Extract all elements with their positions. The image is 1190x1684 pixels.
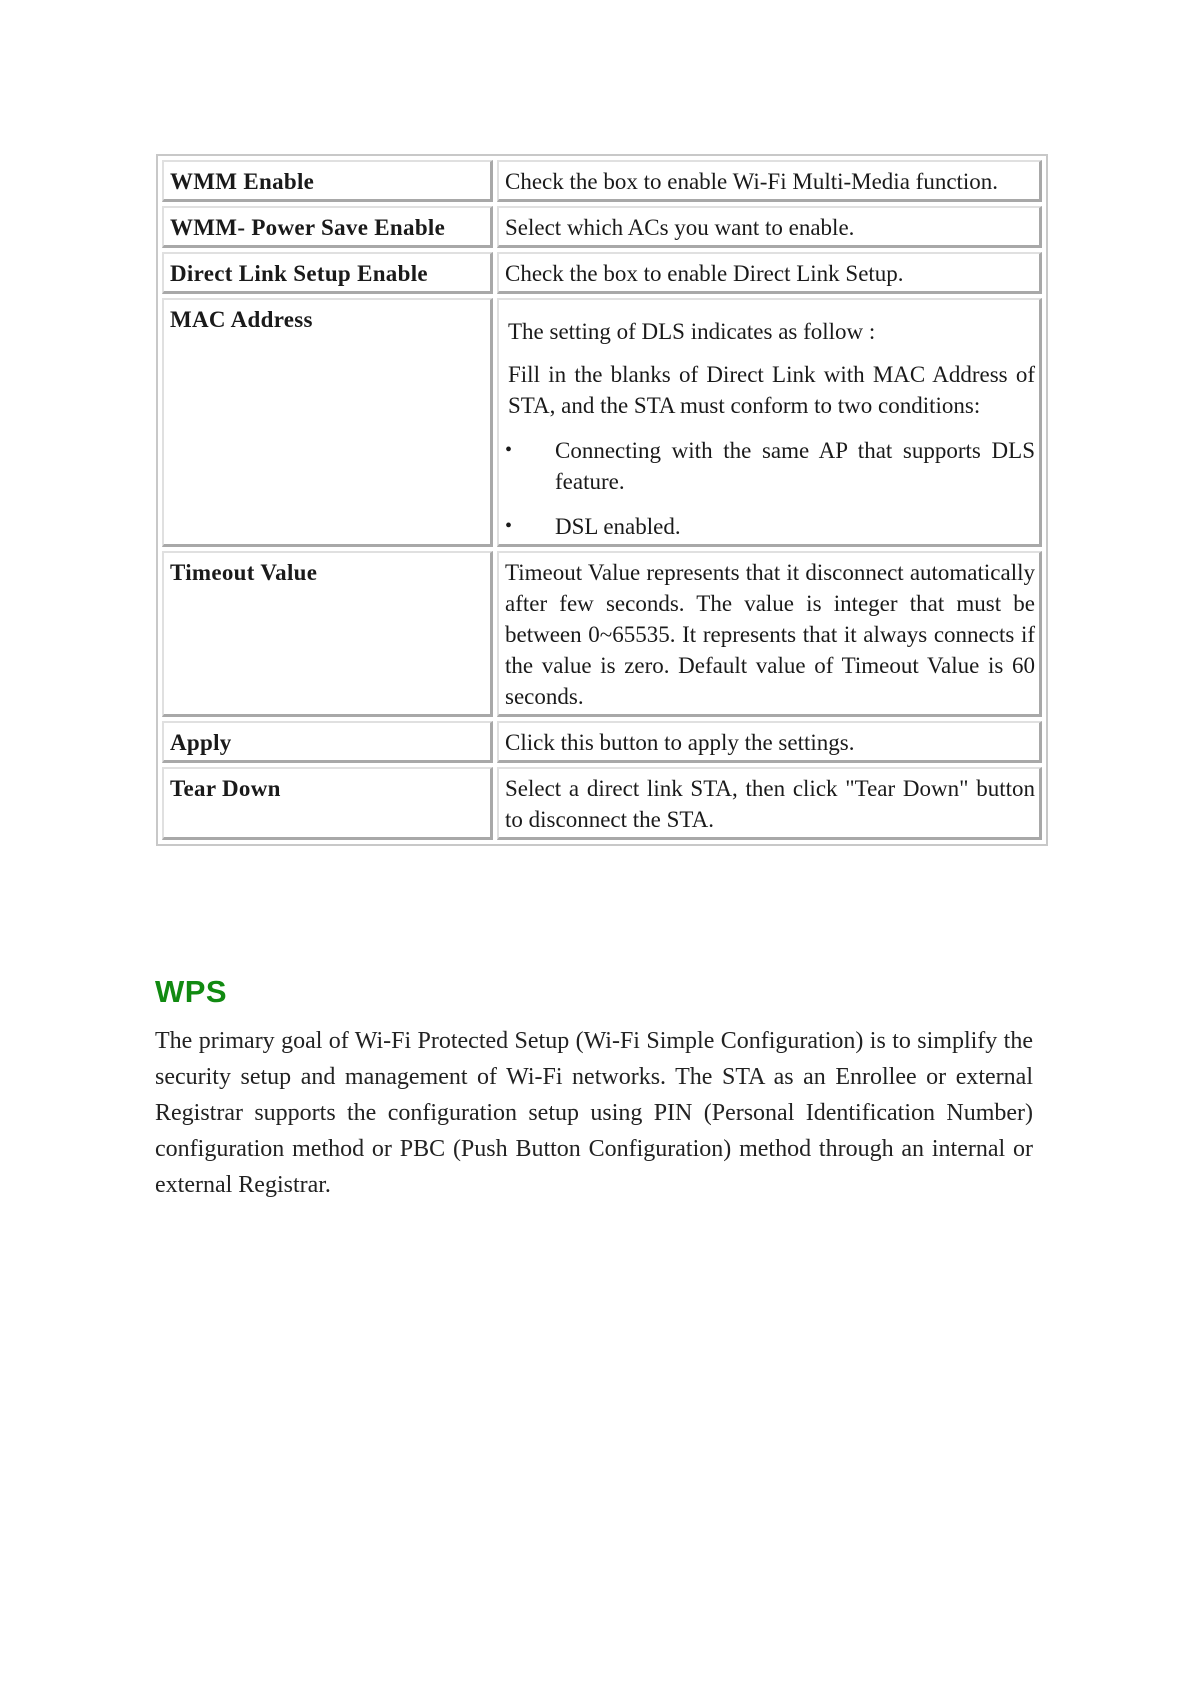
row-label-mac-address: MAC Address [162, 298, 493, 547]
settings-description-table [156, 154, 1048, 846]
row-description-apply: Click this button to apply the settings. [497, 721, 1042, 763]
table-row [162, 160, 1042, 202]
row-description-direct-link-setup: Check the box to enable Direct Link Setup. [497, 252, 1042, 294]
row-description-tear-down: Select a direct link STA, then click "Tear Down" button to disconnect the STA. [497, 767, 1042, 840]
mac-address-intro: The setting of DLS indicates as follow : [508, 319, 876, 344]
row-label-timeout-value: Timeout Value [162, 551, 493, 717]
row-label-tear-down: Tear Down [162, 767, 493, 840]
condition-text: DSL enabled. [555, 514, 681, 539]
row-label-wmm-enable: WMM Enable [162, 160, 493, 202]
wps-section-heading: WPS [155, 974, 228, 1009]
mac-address-paragraph: Fill in the blanks of Direct Link with MAC Address of STA, and the STA must conform to two conditions: [508, 362, 1035, 418]
bullet-icon: • [505, 439, 513, 461]
condition-text: Connecting with the same AP that supports DLS feature. [555, 438, 1035, 494]
row-description-wmm-power-save: Select which ACs you want to enable. [497, 206, 1042, 248]
bullet-icon: • [505, 515, 513, 537]
wps-section-paragraph: The primary goal of Wi-Fi Protected Setup (Wi-Fi Simple Configuration) is to simplify the security setup and management of Wi-Fi networks. The STA as an Enrollee or external Registrar supports the configuration setup using PIN (Personal Identification Number) configuration method or PBC (Push Button Configuration) method through an internal or external Registrar. [155, 1028, 1033, 1198]
table-row [162, 551, 1042, 717]
table-row [162, 298, 1042, 547]
row-description-wmm-enable: Check the box to enable Wi-Fi Multi-Media function. [497, 160, 1042, 202]
row-description-timeout-value: Timeout Value represents that it disconnect automatically after few seconds. The value is integer that must be between 0~65535. It represents that it always connects if the value is zero. Default value of Timeout Value is 60 seconds. [497, 551, 1042, 717]
list-item [505, 435, 1035, 497]
table-row [162, 252, 1042, 294]
table-row [162, 721, 1042, 763]
table-row [162, 206, 1042, 248]
row-description-mac-address [497, 298, 1042, 547]
row-label-direct-link-setup: Direct Link Setup Enable [162, 252, 493, 294]
row-label-wmm-power-save: WMM- Power Save Enable [162, 206, 493, 248]
list-item [505, 511, 1035, 542]
mac-address-conditions-list [505, 435, 1035, 542]
table-row [162, 767, 1042, 840]
row-label-apply: Apply [162, 721, 493, 763]
